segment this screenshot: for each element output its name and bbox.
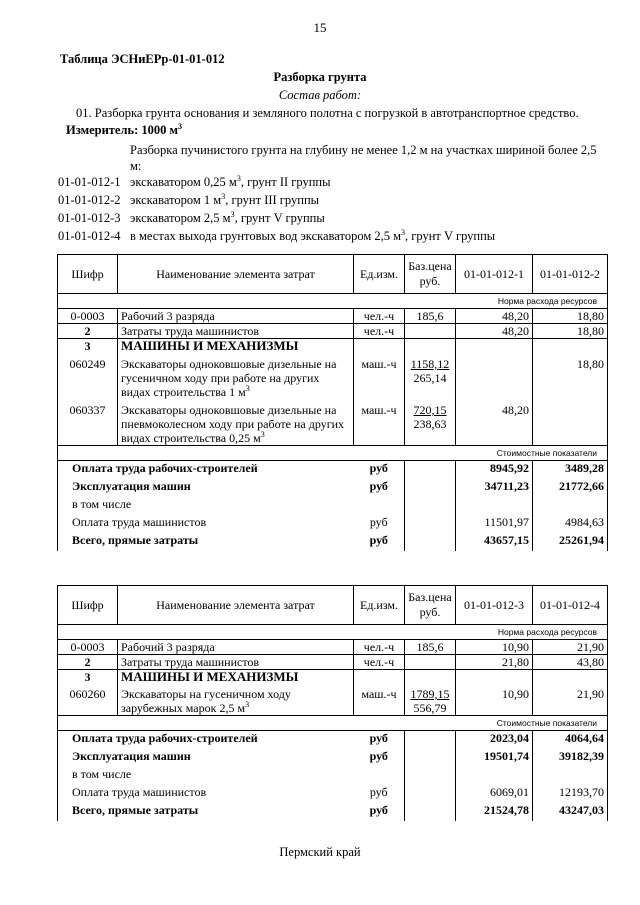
- summary-value-a: 19501,74: [456, 749, 533, 767]
- summary-value-a: 43657,15: [456, 533, 533, 551]
- summary-row: [58, 767, 608, 785]
- cell-unit: чел.-ч: [354, 655, 405, 670]
- cell-value-a: 10,90: [456, 684, 533, 716]
- cell-name: [118, 353, 354, 399]
- cell-name-sup: 3: [260, 430, 265, 439]
- cell-price: [405, 399, 456, 446]
- price-bottom: 265,14: [413, 371, 447, 385]
- work-description-suffix: , грунт V группы: [234, 211, 325, 225]
- cell-value-a: 21,80: [456, 655, 533, 670]
- work-description-sup: 3: [236, 173, 241, 183]
- work-code: 01-01-012-1: [58, 175, 121, 189]
- cell-value-a: 48,20: [456, 324, 533, 339]
- cell-value-b: [533, 399, 608, 446]
- summary-label: Оплата труда рабочих-строителей: [58, 731, 354, 750]
- work-code: 01-01-012-4: [58, 229, 121, 243]
- table-row: [58, 684, 608, 716]
- summary-value-a: 2023,04: [456, 731, 533, 750]
- header-name: Наименование элемента затрат: [118, 255, 354, 294]
- page-number: 15: [313, 20, 327, 35]
- summary-label: Эксплуатация машин: [58, 479, 354, 497]
- price-bottom: 556,79: [413, 701, 447, 715]
- summary-price: [405, 803, 456, 821]
- work-code-line: [58, 229, 495, 244]
- intro-text: Разборка пучинистого грунта на глубину не менее 1,2 м на участках шириной более 2,5 м:: [130, 143, 597, 173]
- work-code-line: [58, 193, 319, 208]
- cell-value-a: 10,90: [456, 640, 533, 655]
- summary-unit: руб: [354, 749, 405, 767]
- cell-cipher: 060337: [58, 399, 118, 446]
- measure-sup: 3: [178, 121, 183, 131]
- table-row: [58, 353, 608, 399]
- header-name: Наименование элемента затрат: [118, 586, 354, 625]
- work-description: в местах выхода грунтовых вод экскаватором 2,5 м: [130, 229, 402, 243]
- summary-row: [58, 785, 608, 803]
- summary-price: [405, 731, 456, 750]
- norm-label: Норма расхода ресурсов: [58, 294, 608, 309]
- summary-unit: руб: [354, 533, 405, 551]
- cell-price: [405, 324, 456, 339]
- summary-row: [58, 497, 608, 515]
- cell-cipher: 3: [58, 339, 118, 354]
- cell-price: [405, 655, 456, 670]
- summary-price: [405, 533, 456, 551]
- cell-name-text: Экскаваторы одноковшовые дизельные на пневмоколесном ходу при работе на других видах строительства 0,25 м: [121, 403, 345, 445]
- summary-value-b: [533, 767, 608, 785]
- cell-value-a: [456, 353, 533, 399]
- summary-unit: [354, 497, 405, 515]
- summary-label: Всего, прямые затраты: [58, 803, 354, 821]
- summary-value-b: 25261,94: [533, 533, 608, 551]
- section-heading: МАШИНЫ И МЕХАНИЗМЫ: [118, 670, 354, 685]
- summary-row: [58, 461, 608, 480]
- table-row: [58, 339, 608, 354]
- cell-unit: чел.-ч: [354, 640, 405, 655]
- header-unit: Ед.изм.: [354, 255, 405, 294]
- table-row: [58, 655, 608, 670]
- summary-price: [405, 497, 456, 515]
- work-description-sup: 3: [230, 209, 235, 219]
- cost-label: Стоимостные показатели: [58, 446, 608, 461]
- work-description-suffix: , грунт II группы: [240, 175, 331, 189]
- summary-row: [58, 803, 608, 821]
- work-code: 01-01-012-2: [58, 193, 121, 207]
- summary-value-b: 3489,28: [533, 461, 608, 480]
- cell-cipher: 2: [58, 655, 118, 670]
- table-row: [58, 640, 608, 655]
- summary-value-a: 21524,78: [456, 803, 533, 821]
- summary-price: [405, 767, 456, 785]
- cell-value-a: 48,20: [456, 399, 533, 446]
- cell-name: Рабочий 3 разряда: [118, 309, 354, 324]
- summary-value-b: [533, 497, 608, 515]
- cell-name: Затраты труда машинистов: [118, 324, 354, 339]
- price-top: 1789,15: [410, 687, 450, 701]
- summary-row: [58, 731, 608, 750]
- cell-value-b: 18,80: [533, 324, 608, 339]
- summary-row: [58, 533, 608, 551]
- summary-value-b: 4984,63: [533, 515, 608, 533]
- summary-row: [58, 749, 608, 767]
- summary-label: в том числе: [58, 767, 354, 785]
- cell-price: 185,6: [405, 640, 456, 655]
- cell-price: 185,6: [405, 309, 456, 324]
- summary-price: [405, 515, 456, 533]
- summary-value-a: 11501,97: [456, 515, 533, 533]
- summary-value-a: [456, 767, 533, 785]
- summary-value-a: 8945,92: [456, 461, 533, 480]
- summary-unit: руб: [354, 731, 405, 750]
- summary-row: [58, 515, 608, 533]
- summary-value-b: 43247,03: [533, 803, 608, 821]
- resource-table-1: [57, 254, 608, 551]
- work-code: 01-01-012-3: [58, 211, 121, 225]
- cell-unit: маш.-ч: [354, 399, 405, 446]
- header-col-b: 01-01-012-4: [533, 586, 608, 625]
- summary-value-b: 39182,39: [533, 749, 608, 767]
- work-code-line: [58, 175, 331, 190]
- norm-label: Норма расхода ресурсов: [58, 625, 608, 640]
- price-bottom: 238,63: [413, 417, 447, 431]
- measure-unit: [66, 123, 182, 138]
- summary-value-b: 21772,66: [533, 479, 608, 497]
- cell-name-text: Экскаваторы на гусеничном ходу зарубежных марок 2,5 м: [121, 687, 291, 715]
- summary-unit: руб: [354, 803, 405, 821]
- summary-unit: руб: [354, 479, 405, 497]
- summary-value-a: [456, 497, 533, 515]
- work-description: экскаватором 2,5 м: [130, 211, 231, 225]
- cost-label: Стоимостные показатели: [58, 716, 608, 731]
- resource-table-2: [57, 585, 608, 821]
- cell-cipher: 2: [58, 324, 118, 339]
- summary-price: [405, 785, 456, 803]
- summary-price: [405, 461, 456, 480]
- header-unit: Ед.изм.: [354, 586, 405, 625]
- cell-value-b: 43,80: [533, 655, 608, 670]
- header-cipher: Шифр: [58, 586, 118, 625]
- cell-price: [405, 684, 456, 716]
- cell-cipher: 0-0003: [58, 309, 118, 324]
- cell-unit: чел.-ч: [354, 324, 405, 339]
- summary-value-a: 34711,23: [456, 479, 533, 497]
- work-description-sup: 3: [221, 191, 226, 201]
- summary-unit: [354, 767, 405, 785]
- work-composition-heading: Состав работ:: [278, 88, 362, 102]
- table-row: [58, 309, 608, 324]
- cell-value-b: 21,90: [533, 684, 608, 716]
- cell-unit: маш.-ч: [354, 684, 405, 716]
- cell-value-b: 21,90: [533, 640, 608, 655]
- cell-name: [118, 684, 354, 716]
- header-col-b: 01-01-012-2: [533, 255, 608, 294]
- header-cipher: Шифр: [58, 255, 118, 294]
- summary-value-b: 4064,64: [533, 731, 608, 750]
- table-code-title: Таблица ЭСНиЕРр-01-01-012: [60, 52, 225, 66]
- cell-name: [118, 399, 354, 446]
- price-top: 720,15: [413, 403, 447, 417]
- summary-price: [405, 749, 456, 767]
- work-description-sup: 3: [401, 227, 406, 237]
- summary-label: Эксплуатация машин: [58, 749, 354, 767]
- cell-value-b: 18,80: [533, 353, 608, 399]
- work-description: экскаватором 0,25 м: [130, 175, 237, 189]
- header-base-price: Баз.цена руб.: [405, 255, 456, 294]
- summary-label: Оплата труда машинистов: [58, 515, 354, 533]
- footer-region: Пермский край: [279, 845, 361, 859]
- table-row: [58, 399, 608, 446]
- document-title: Разборка грунта: [273, 70, 367, 84]
- cell-cipher: 060260: [58, 684, 118, 716]
- summary-unit: руб: [354, 515, 405, 533]
- work-description-suffix: , грунт III группы: [225, 193, 320, 207]
- header-base-price: Баз.цена руб.: [405, 586, 456, 625]
- table-row: [58, 324, 608, 339]
- cell-value-b: 18,80: [533, 309, 608, 324]
- measure-label: Измеритель: 1000 м: [66, 123, 179, 137]
- cell-cipher: 060249: [58, 353, 118, 399]
- summary-label: Всего, прямые затраты: [58, 533, 354, 551]
- table-row: [58, 670, 608, 685]
- cell-name-sup: 3: [245, 700, 250, 709]
- cell-unit: маш.-ч: [354, 353, 405, 399]
- cell-name-sup: 3: [245, 384, 250, 393]
- work-item: 01. Разборка грунта основания и земляного полотна с погрузкой в автотранспортное средство.: [76, 106, 579, 120]
- table-header-row: [58, 586, 608, 625]
- cell-value-a: 48,20: [456, 309, 533, 324]
- summary-unit: руб: [354, 461, 405, 480]
- cell-unit: чел.-ч: [354, 309, 405, 324]
- price-top: 1158,12: [410, 357, 450, 371]
- cell-name: Рабочий 3 разряда: [118, 640, 354, 655]
- cell-name-text: Экскаваторы одноковшовые дизельные на гусеничном ходу при работе на других видах строительства 1 м: [121, 357, 337, 399]
- summary-row: [58, 479, 608, 497]
- section-heading: МАШИНЫ И МЕХАНИЗМЫ: [118, 339, 354, 354]
- cell-price: [405, 353, 456, 399]
- summary-value-a: 6069,01: [456, 785, 533, 803]
- work-description: экскаватором 1 м: [130, 193, 222, 207]
- cell-name: Затраты труда машинистов: [118, 655, 354, 670]
- header-col-a: 01-01-012-3: [456, 586, 533, 625]
- summary-label: в том числе: [58, 497, 354, 515]
- header-col-a: 01-01-012-1: [456, 255, 533, 294]
- summary-label: Оплата труда рабочих-строителей: [58, 461, 354, 480]
- summary-price: [405, 479, 456, 497]
- cell-cipher: 0-0003: [58, 640, 118, 655]
- cell-cipher: 3: [58, 670, 118, 685]
- work-code-line: [58, 211, 325, 226]
- summary-value-b: 12193,70: [533, 785, 608, 803]
- summary-label: Оплата труда машинистов: [58, 785, 354, 803]
- summary-unit: руб: [354, 785, 405, 803]
- table-header-row: [58, 255, 608, 294]
- work-description-suffix: , грунт V группы: [405, 229, 496, 243]
